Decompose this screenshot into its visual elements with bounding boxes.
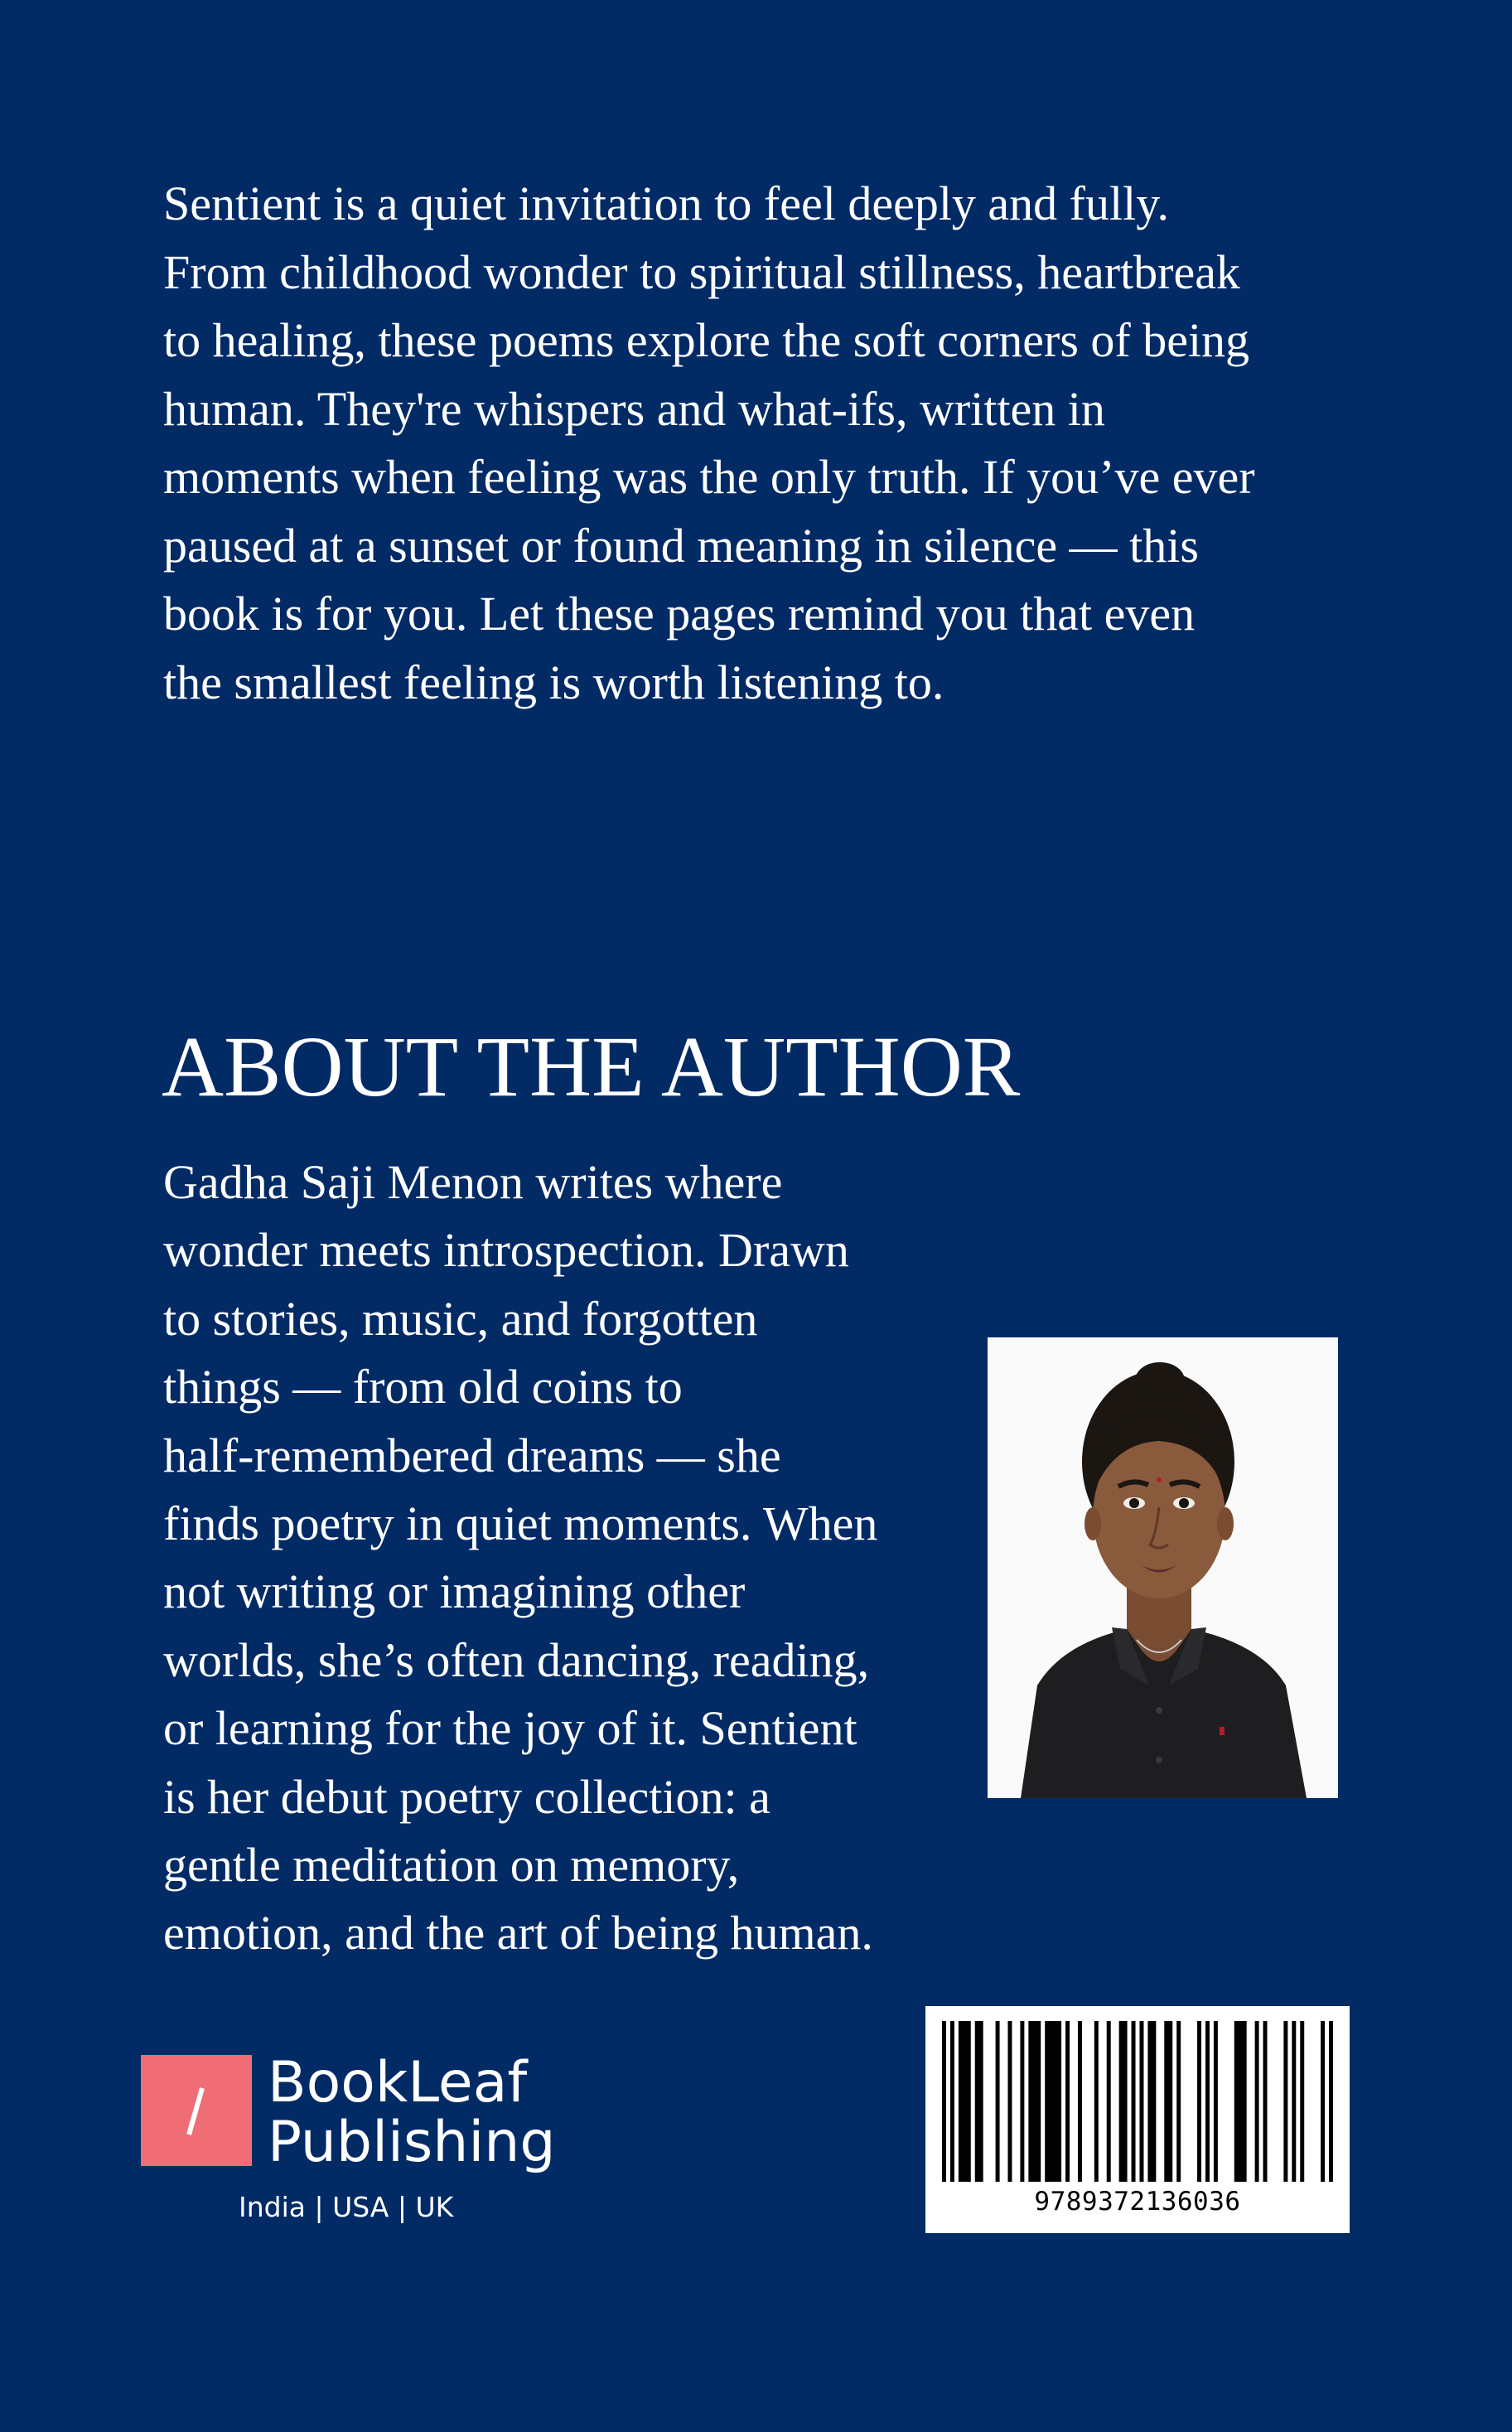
barcode-bar (1176, 2021, 1181, 2182)
publisher-name-line1: BookLeaf (268, 2050, 528, 2115)
bio-line: is her debut poetry collection: a (163, 1769, 770, 1824)
barcode-bar (1045, 2021, 1061, 2182)
bio-line: Gadha Saji Menon writes where (163, 1155, 783, 1209)
blurb-line: From childhood wonder to spiritual stillness, heartbreak (163, 244, 1240, 299)
barcode-bar (1292, 2021, 1296, 2182)
bio-line: emotion, and the art of being human. (163, 1906, 873, 1961)
barcode-bar (959, 2021, 971, 2182)
barcode-bar (1197, 2021, 1201, 2182)
author-bio (163, 1148, 959, 1968)
bio-line: gentle meditation on memory, (163, 1838, 740, 1893)
bio-line: wonder meets introspection. Drawn (163, 1223, 849, 1278)
bio-line: finds poetry in quiet moments. When (163, 1496, 878, 1551)
barcode-bar (1321, 2021, 1325, 2182)
blurb-line: to healing, these poems explore the soft corners of being (163, 313, 1250, 367)
bio-line: things — from old coins to (163, 1360, 683, 1414)
barcode-bar (1300, 2021, 1304, 2182)
blurb-line: Sentient is a quiet invitation to feel deeply and fully. (163, 176, 1169, 230)
barcode-bar (1065, 2021, 1070, 2182)
bio-line: not writing or imagining other (163, 1564, 746, 1619)
barcode-bar (1147, 2021, 1156, 2182)
publisher-regions: India | USA | UK (239, 2191, 454, 2223)
barcode-bar (1028, 2021, 1041, 2182)
blurb-line: book is for you. Let these pages remind you that even (163, 587, 1196, 641)
bio-line: or learning for the joy of it. Sentient (163, 1701, 857, 1756)
about-author-heading: ABOUT THE AUTHOR (162, 1019, 1021, 1114)
barcode-bar (996, 2021, 1000, 2182)
barcode-bar (1020, 2021, 1024, 2182)
bio-line: to stories, music, and forgotten (163, 1291, 758, 1346)
publisher-name (268, 2050, 556, 2175)
publisher-logo (141, 2050, 572, 2227)
barcode-bar (1094, 2021, 1099, 2182)
barcode-bar (942, 2021, 946, 2182)
barcode-bar (1329, 2021, 1333, 2182)
slash-icon (141, 2055, 252, 2166)
blurb-line: paused at a sunset or found meaning in silence — this (163, 518, 1199, 573)
blurb-line: the smallest feeling is worth listening to. (163, 655, 944, 709)
blurb-line: moments when feeling was the only truth. If you’ve ever (163, 450, 1255, 504)
barcode-bar (1119, 2021, 1128, 2182)
bio-line: half-remembered dreams — she (163, 1428, 781, 1482)
barcode-bar (1107, 2021, 1111, 2182)
isbn-barcode (925, 2006, 1350, 2233)
barcode-bar (1078, 2021, 1082, 2182)
logo-slash-mark (141, 2055, 252, 2166)
author-portrait-icon (988, 1337, 1338, 1798)
barcode-bar (1164, 2021, 1172, 2182)
barcode-bar (1007, 2021, 1012, 2182)
barcode-bar (1139, 2021, 1143, 2182)
publisher-name-line2: Publishing (268, 2110, 556, 2175)
barcode-bar (1205, 2021, 1210, 2182)
barcode-bar (975, 2021, 983, 2182)
barcode-bar (1263, 2021, 1268, 2182)
barcode-bar (1255, 2021, 1259, 2182)
barcode-bar (950, 2021, 954, 2182)
barcode-bar (1234, 2021, 1247, 2182)
isbn-number: 9789372136036 (1034, 2187, 1241, 2217)
blurb-line: human. They're whispers and what-ifs, written in (163, 381, 1105, 436)
barcode-bar (1283, 2021, 1287, 2182)
bio-line: worlds, she’s often dancing, reading, (163, 1632, 870, 1687)
author-photo (988, 1337, 1338, 1798)
book-blurb (163, 170, 1365, 717)
barcode-bar (1214, 2021, 1218, 2182)
barcode-bar (1132, 2021, 1136, 2182)
